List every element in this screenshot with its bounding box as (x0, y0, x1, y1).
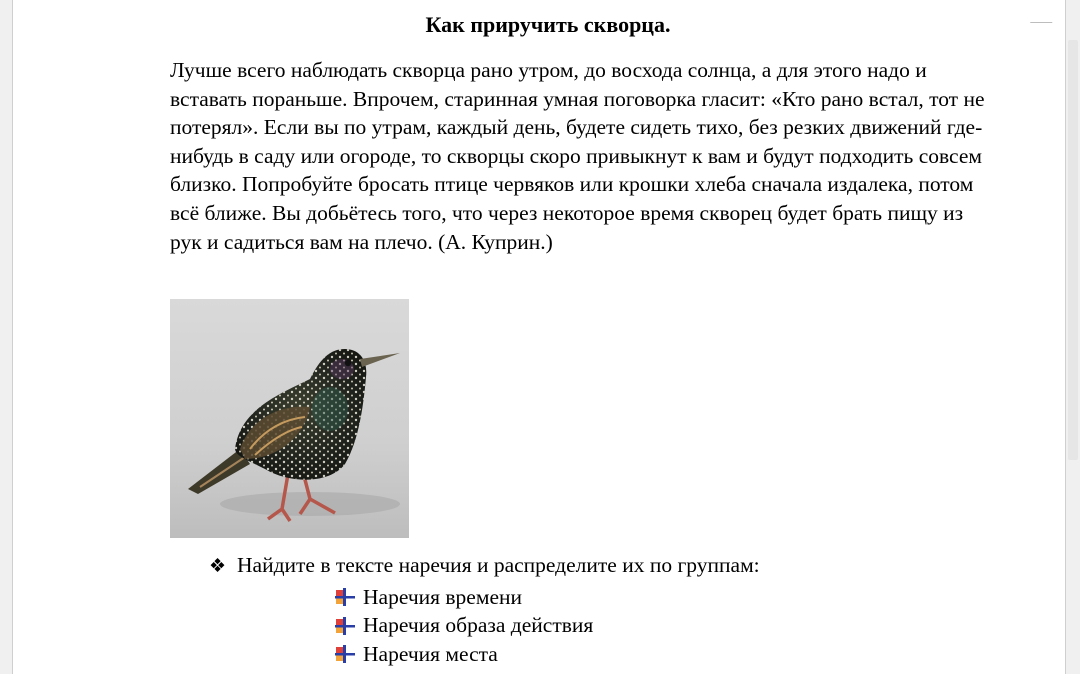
starling-photo (170, 299, 409, 538)
scrollbar-thumb[interactable] (1068, 40, 1078, 460)
page-title: Как приручить скворца. (425, 12, 671, 37)
push-pin-bullet-icon (333, 644, 357, 664)
group-label: Наречия места (363, 641, 498, 666)
document-page (12, 0, 1066, 674)
group-label: Наречия времени (363, 584, 523, 609)
push-pin-bullet-icon (333, 616, 357, 636)
task-text: Найдите в тексте наречия и распределите их по группам: (237, 553, 760, 577)
diamond-bullet-icon: ❖ (209, 556, 227, 577)
push-pin-bullet-icon (333, 587, 357, 607)
list-item (333, 640, 593, 669)
story-paragraph: Лучше всего наблюдать скворца рано утром, до восхода солнца, а для этого надо и вставать пораньше. Впрочем, старинная умная поговорка гласит: «Кто рано встал, тот не потерял». Если вы по утрам, каждый день, будете сидеть тихо, без резких движений где-нибудь в саду или огороде, то скворцы скоро привыкнут к вам и будут подходить совсем близко. Попробуйте бросать птице червяков или крошки хлеба сначала издалека, потом всё ближе. Вы добьётесь того, что через некоторое время скворец будет брать пищу из рук и садиться вам на плечо. (А. Куприн.) (170, 58, 985, 254)
adverb-group-list (333, 583, 593, 669)
group-label: Наречия образа действия (363, 613, 594, 638)
task-line (209, 553, 760, 578)
vertical-scrollbar[interactable] (1066, 0, 1080, 674)
list-item (333, 612, 593, 641)
list-item (333, 583, 593, 612)
